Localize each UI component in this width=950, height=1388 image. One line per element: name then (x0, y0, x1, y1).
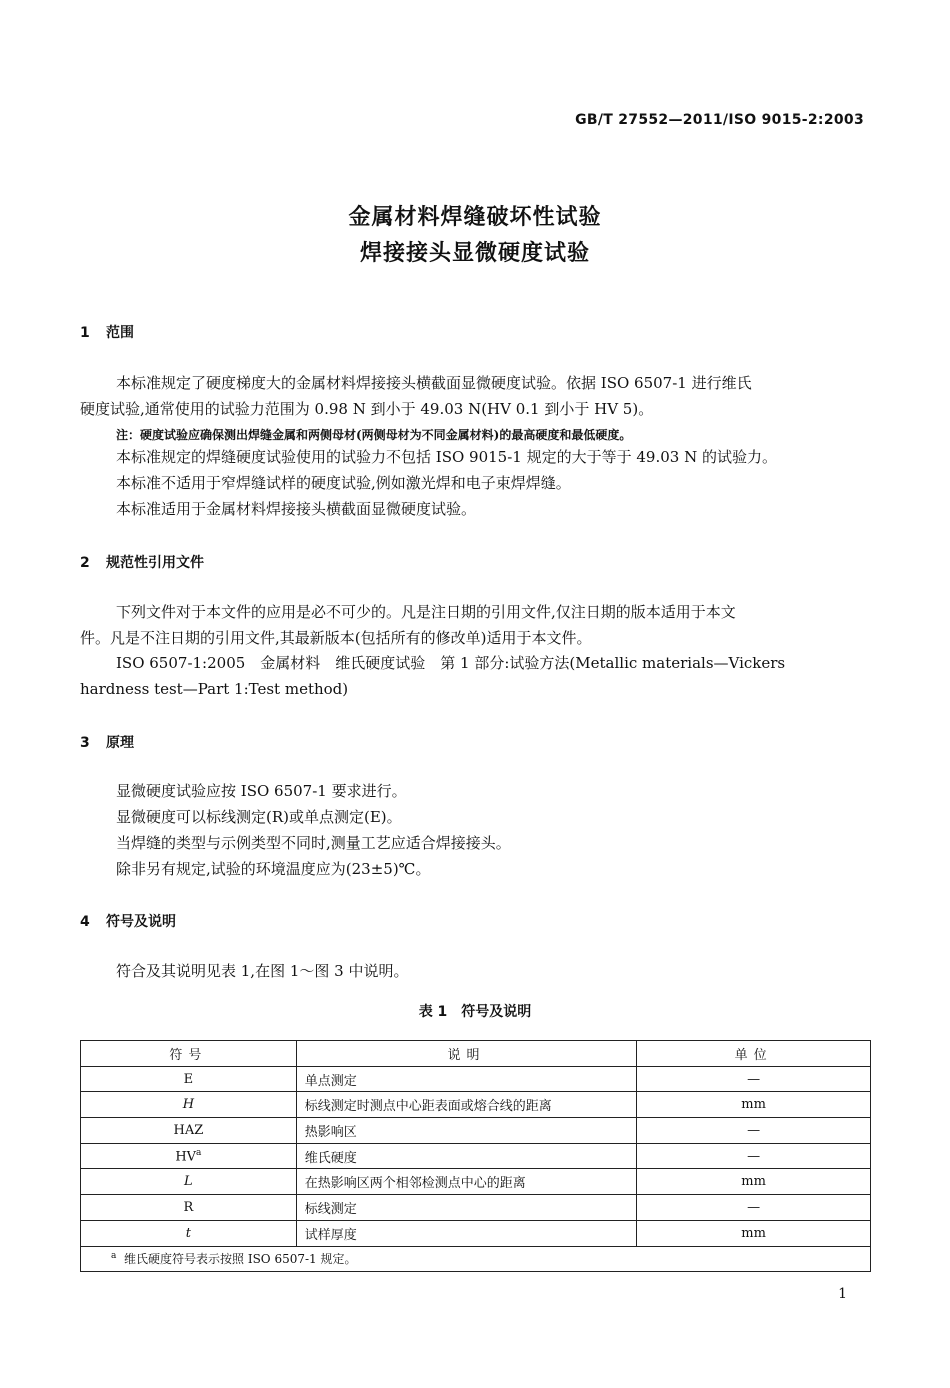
cell-symbol (81, 1066, 297, 1092)
table-row (81, 1169, 871, 1195)
section-3-heading (80, 732, 134, 752)
section-number: 4 (80, 914, 90, 930)
cell-description: 试样厚度 (296, 1220, 637, 1246)
section-title: 范围 (106, 325, 134, 341)
section-title: 原理 (106, 735, 134, 751)
table-row (81, 1220, 871, 1246)
table-caption: 表 1 符号及说明 (418, 1004, 532, 1020)
cell-symbol (81, 1195, 297, 1221)
section-number: 2 (80, 555, 90, 571)
cell-unit: — (637, 1195, 871, 1221)
header-symbol: 符号 (81, 1041, 297, 1067)
paragraph: 当焊缝的类型与示例类型不同时,测量工艺应适合焊接接头。 (116, 834, 511, 852)
title-line-1: 金属材料焊缝破坏性试验 (348, 205, 602, 230)
symbols-table (80, 1040, 871, 1272)
paragraph: 除非另有规定,试验的环境温度应为(23±5)℃。 (116, 860, 431, 878)
footnote-mark: a (111, 1251, 117, 1262)
header-description: 说明 (296, 1041, 637, 1067)
cell-unit: — (637, 1066, 871, 1092)
table-row (81, 1143, 871, 1169)
cell-description: 在热影响区两个相邻检测点中心的距离 (296, 1169, 637, 1195)
symbol-text: L (184, 1174, 193, 1190)
cell-unit: mm (637, 1169, 871, 1195)
symbol-text: HAZ (173, 1122, 204, 1138)
header-unit: 单位 (637, 1041, 871, 1067)
page-number: 1 (838, 1286, 847, 1302)
paragraph: 本标准适用于金属材料焊接接头横截面显微硬度试验。 (116, 500, 477, 518)
paragraph: 本标准不适用于窄焊缝试样的硬度试验,例如激光焊和电子束焊焊缝。 (116, 474, 571, 492)
paragraph: 本标准规定了硬度梯度大的金属材料焊接接头横截面显微硬度试验。依据 ISO 6507-1 进行维氏 (116, 374, 752, 392)
standard-code: GB/T 27552—2011/ISO 9015-2:2003 (575, 112, 864, 128)
paragraph: 下列文件对于本文件的应用是必不可少的。凡是注日期的引用文件,仅注日期的版本适用于本文 (116, 603, 736, 621)
paragraph: 硬度试验,通常使用的试验力范围为 0.98 N 到小于 49.03 N(HV 0.1 到小于 HV 5)。 (80, 400, 654, 418)
cell-symbol (81, 1143, 297, 1169)
section-number: 1 (80, 325, 90, 341)
cell-description: 标线测定 (296, 1195, 637, 1221)
symbol-text: HV (175, 1149, 197, 1165)
table-row (81, 1066, 871, 1092)
cell-symbol (81, 1220, 297, 1246)
section-number: 3 (80, 735, 90, 751)
section-title: 规范性引用文件 (106, 555, 204, 571)
table-header-row (81, 1041, 871, 1067)
cell-symbol (81, 1092, 297, 1118)
section-4-heading (80, 911, 176, 931)
section-1-heading (80, 322, 134, 342)
symbol-text: H (182, 1097, 195, 1113)
table-row (81, 1195, 871, 1221)
cell-description: 热影响区 (296, 1118, 637, 1144)
symbol-text: t (185, 1225, 191, 1241)
cell-description: 维氏硬度 (296, 1143, 637, 1169)
reference: ISO 6507-1:2005 金属材料 维氏硬度试验 第 1 部分:试验方法(Metallic materials—Vickers (116, 654, 786, 672)
table-row (81, 1092, 871, 1118)
cell-description: 标线测定时测点中心距表面或熔合线的距离 (296, 1092, 637, 1118)
symbol-text: E (183, 1071, 194, 1087)
table-footnote-row (81, 1246, 871, 1272)
reference: hardness test—Part 1:Test method) (80, 680, 349, 698)
cell-unit: — (637, 1118, 871, 1144)
title-line-2: 焊接接头显微硬度试验 (359, 241, 590, 266)
note: 注：硬度试验应确保测出焊缝金属和两侧母材(两侧母材为不同金属材料)的最高硬度和最低硬度。 (116, 428, 632, 442)
paragraph: 符合及其说明见表 1,在图 1～图 3 中说明。 (116, 962, 409, 980)
section-title: 符号及说明 (106, 914, 176, 930)
cell-symbol (81, 1169, 297, 1195)
symbol-superscript: a (196, 1147, 202, 1158)
section-2-heading (80, 552, 204, 572)
footnote-text: 维氏硬度符号表示按照 ISO 6507-1 规定。 (124, 1252, 357, 1267)
cell-symbol (81, 1118, 297, 1144)
cell-unit: — (637, 1143, 871, 1169)
paragraph: 显微硬度可以标线测定(R)或单点测定(E)。 (116, 808, 402, 826)
paragraph: 件。凡是不注日期的引用文件,其最新版本(包括所有的修改单)适用于本文件。 (80, 629, 592, 647)
cell-description: 单点测定 (296, 1066, 637, 1092)
cell-unit: mm (637, 1092, 871, 1118)
table-footnote (81, 1246, 871, 1272)
paragraph: 本标准规定的焊缝硬度试验使用的试验力不包括 ISO 9015-1 规定的大于等于 49.03 N 的试验力。 (116, 448, 777, 466)
symbol-text: R (183, 1199, 194, 1215)
cell-unit: mm (637, 1220, 871, 1246)
table-row (81, 1118, 871, 1144)
paragraph: 显微硬度试验应按 ISO 6507-1 要求进行。 (116, 782, 407, 800)
